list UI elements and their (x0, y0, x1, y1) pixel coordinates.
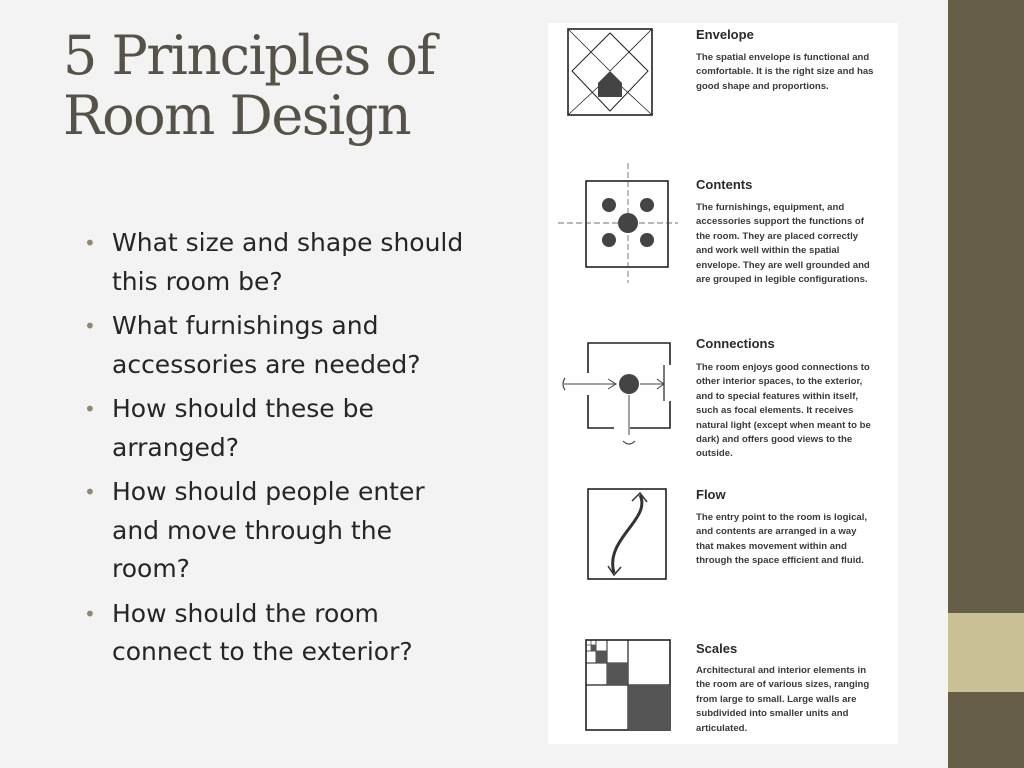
question-item: • What size and shape should this room be? (84, 224, 464, 301)
flow-diagram-icon (574, 485, 674, 585)
contents-diagram-icon (558, 163, 678, 283)
principle-title: Flow (696, 487, 726, 502)
envelope-diagram-icon (558, 25, 658, 125)
principles-figure (548, 23, 898, 744)
principle-title: Connections (696, 336, 775, 351)
principle-description: The entry point to the room is logical, and contents are arranged in a way that makes movement within and through the space efficient and fluid. (696, 512, 868, 567)
principle-description: The furnishings, equipment, and accessories support the functions of the room. They are placed correctly and work well within the spatial envelope. They are well grounded and are grouped in legible configurations. (696, 202, 870, 286)
accent-band-highlight (948, 613, 1024, 692)
question-item: • What furnishings and accessories are needed? (84, 307, 464, 384)
principle-description: The spatial envelope is functional and comfortable. It is the right size and has good shape and proportions. (696, 52, 874, 92)
scales-diagram-icon (574, 638, 674, 738)
principle-title: Contents (696, 177, 753, 192)
question-item: • How should these be arranged? (84, 390, 464, 467)
principle-description: The room enjoys good connections to other interior spaces, to the exterior, and to special features within itself, such as focal elements. It receives natural light (except when meant to be dark) and offers good views to the outside. (696, 362, 871, 460)
question-item: • How should people enter and move through the room? (84, 473, 464, 589)
principle-title: Envelope (696, 27, 754, 42)
question-list (84, 224, 464, 678)
principle-description: Architectural and interior elements in the room are of various sizes, ranging from large to small. Large walls are subdivided into smaller units and articulated. (696, 665, 870, 734)
connections-diagram-icon (554, 333, 674, 453)
question-item: • How should the room connect to the exterior? (84, 595, 464, 672)
slide-title: 5 Principles of Room Design (63, 24, 435, 147)
principle-title: Scales (696, 641, 738, 656)
